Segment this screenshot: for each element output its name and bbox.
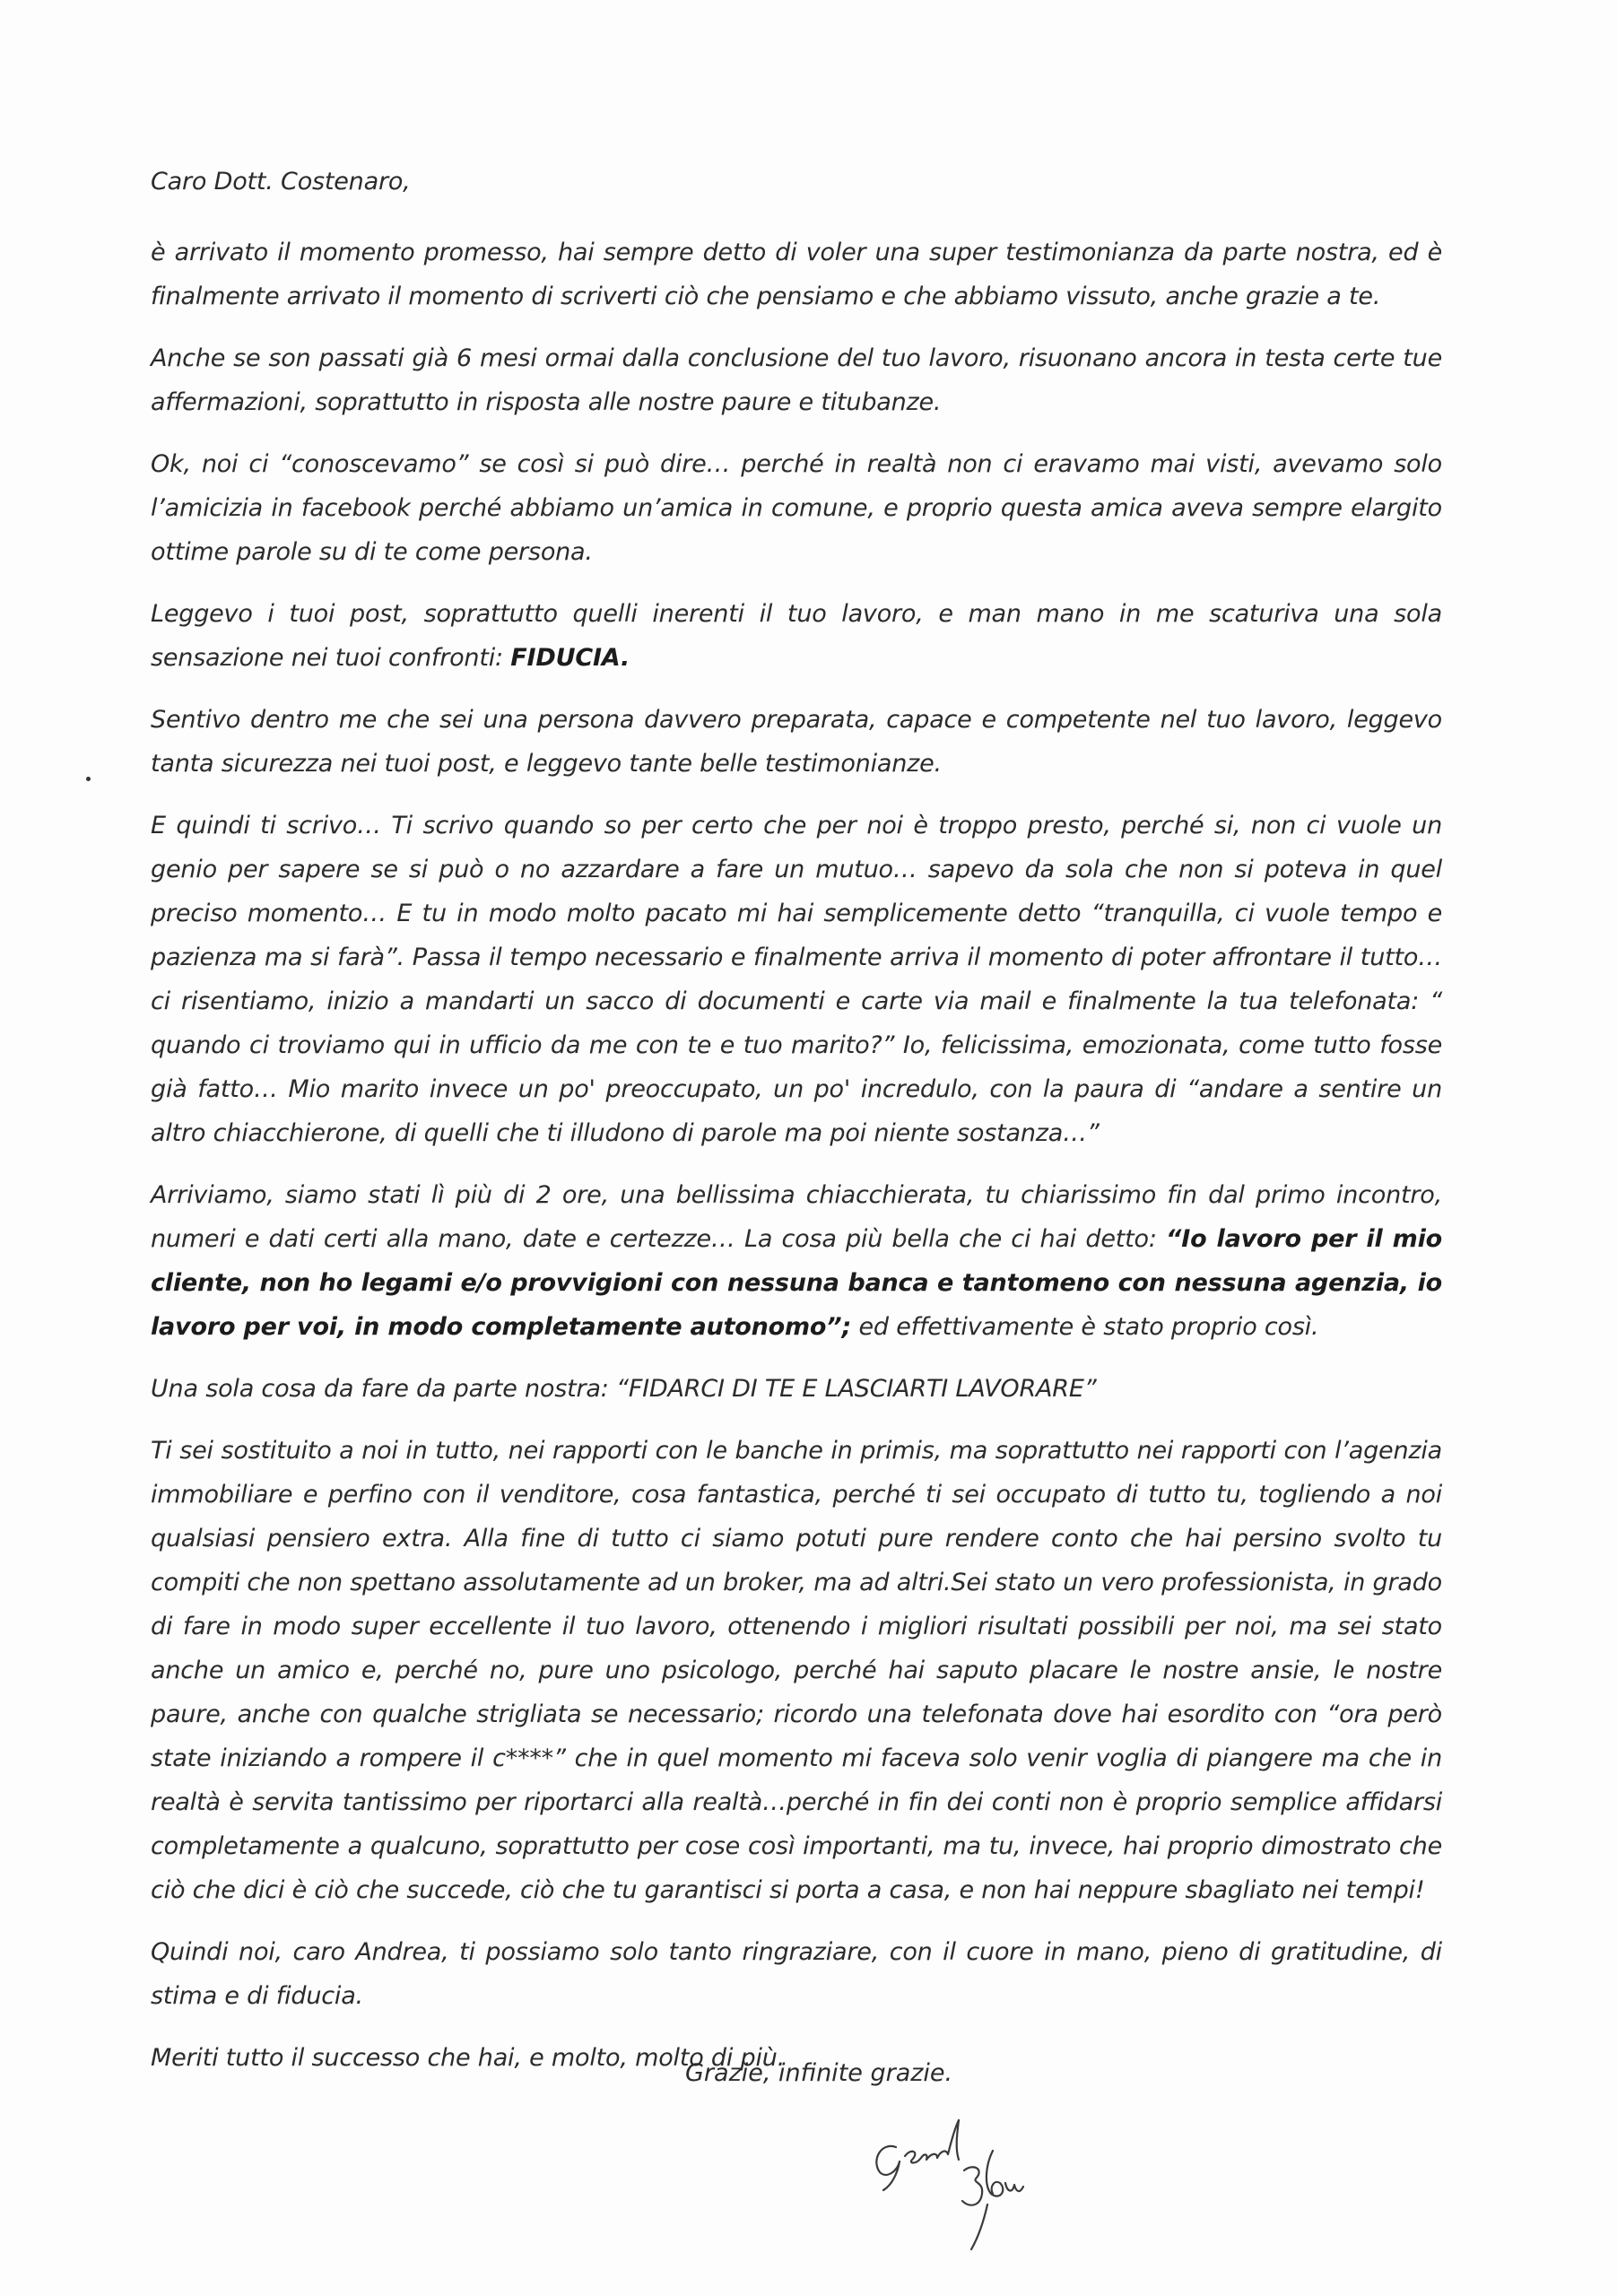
- paragraph-4-text: Leggevo i tuoi post, soprattutto quelli inerenti il tuo lavoro, e man mano in me scaturiva una sola sensazione nei tuoi confronti:: [151, 600, 1442, 672]
- paragraph-9: Ti sei sostituito a noi in tutto, nei rapporti con le banche in primis, ma soprattutto nei rapporti con l’agenzia immobiliare e perfino con il venditore, cosa fantastica, perché ti sei occupato di tutto tu, togliendo a noi qualsiasi pensiero extra. Alla fine di tutto ci siamo potuti pure rendere conto che hai persino svolto tu compiti che non spettano assolutamente ad un broker, ma ad altri.Sei stato un vero professionista, in grado di fare in modo super eccellente il tuo lavoro, ottenendo i migliori risultati possibili per noi, ma sei stato anche un amico e, perché no, pure uno psicologo, perché hai saputo placare le nostre ansie, le nostre paure, anche con qualche strigliata se necessario; ricordo una telefonata dove hai esordito con “ora però state iniziando a rompere il c****” che in quel momento mi faceva solo venir voglia di piangere ma che in realtà è servita tantissimo per riportarci alla realtà…perché in fin dei conti non è proprio semplice affidarsi completamente a qualcuno, soprattutto per cose così importanti, ma tu, invece, hai proprio dimostrato che ciò che dici è ciò che succede, ciò che tu garantisci si porta a casa, e non hai neppure sbagliato nei tempi!: [151, 1437, 1442, 1904]
- paragraph-2: Anche se son passati già 6 mesi ormai dalla conclusione del tuo lavoro, risuonano ancora in testa certe tue affermazioni, soprattutto in risposta alle nostre paure e titubanze.: [151, 344, 1442, 416]
- paragraph-1: è arrivato il momento promesso, hai sempre detto di voler una super testimonianza da parte nostra, ed è finalmente arrivato il momento di scriverti ciò che pensiamo e che abbiamo vissuto, anche grazie a te.: [151, 239, 1442, 310]
- paragraph-11: Meriti tutto il successo che hai, e molto, molto di più.: [151, 2044, 786, 2072]
- paragraph-7-text: Arriviamo, siamo stati lì più di 2 ore, una bellissima chiacchierata, tu chiarissimo fin dal primo incontro, numeri e dati certi alla mano, date e certezze… La cosa più bella che ci hai detto:: [151, 1181, 1442, 1253]
- paragraph-6: E quindi ti scrivo… Ti scrivo quando so per certo che per noi è troppo presto, perché si, non ci vuole un genio per sapere se si può o no azzardare a fare un mutuo… sapevo da sola che non si poteva in quel preciso momento… E tu in modo molto pacato mi hai semplicemente detto “tranquilla, ci vuole tempo e pazienza ma si farà”. Passa il tempo necessario e finalmente arriva il momento di poter affrontare il tutto… ci risentiamo, inizio a mandarti un sacco di documenti e carte via mail e finalmente la tua telefonata: “ quando ci troviamo qui in ufficio da me con te e tuo marito?” Io, felicissima, emozionata, come tutto fosse già fatto… Mio marito invece un po' preoccupato, un po' incredulo, con la paura di “andare a sentire un altro chiacchierone, di quelli che ti illudono di parole ma poi niente sostanza…”: [151, 812, 1442, 1147]
- paragraph-7-end: ed effettivamente è stato proprio così.: [851, 1313, 1319, 1341]
- paragraph-4-emphasis: FIDUCIA.: [510, 644, 630, 672]
- closing-line: Grazie, infinite grazie.: [685, 2059, 953, 2087]
- paragraph-8: Una sola cosa da fare da parte nostra: “FIDARCI DI TE E LASCIARTI LAVORARE”: [151, 1375, 1097, 1403]
- paragraph-7-quote: “Io lavoro per il mio cliente, non ho legami e/o provvigioni con nessuna banca e tantomeno con nessuna agenzia, io lavoro per voi, in modo completamente autonomo”;: [151, 1225, 1442, 1341]
- paragraph-10: Quindi noi, caro Andrea, ti possiamo solo tanto ringraziare, con il cuore in mano, pieno di gratitudine, di stima e di fiducia.: [151, 1938, 1442, 2010]
- paragraph-3: Ok, noi ci “conoscevamo” se così si può dire… perché in realtà non ci eravamo mai visti, avevamo solo l’amicizia in facebook perché abbiamo un’amica in comune, e proprio questa amica aveva sempre elargito ottime parole su di te come persona.: [151, 450, 1442, 566]
- paragraph-5: Sentivo dentro me che sei una persona davvero preparata, capace e competente nel tuo lavoro, leggevo tanta sicurezza nei tuoi post, e leggevo tante belle testimonianze.: [151, 706, 1442, 778]
- letter-body: [151, 160, 1442, 2098]
- paragraph-4: [151, 592, 1442, 680]
- salutation: Caro Dott. Costenaro,: [151, 168, 411, 196]
- handwritten-signature: [865, 2108, 1036, 2260]
- paragraph-7: [151, 1173, 1442, 1349]
- stray-mark: [86, 777, 91, 781]
